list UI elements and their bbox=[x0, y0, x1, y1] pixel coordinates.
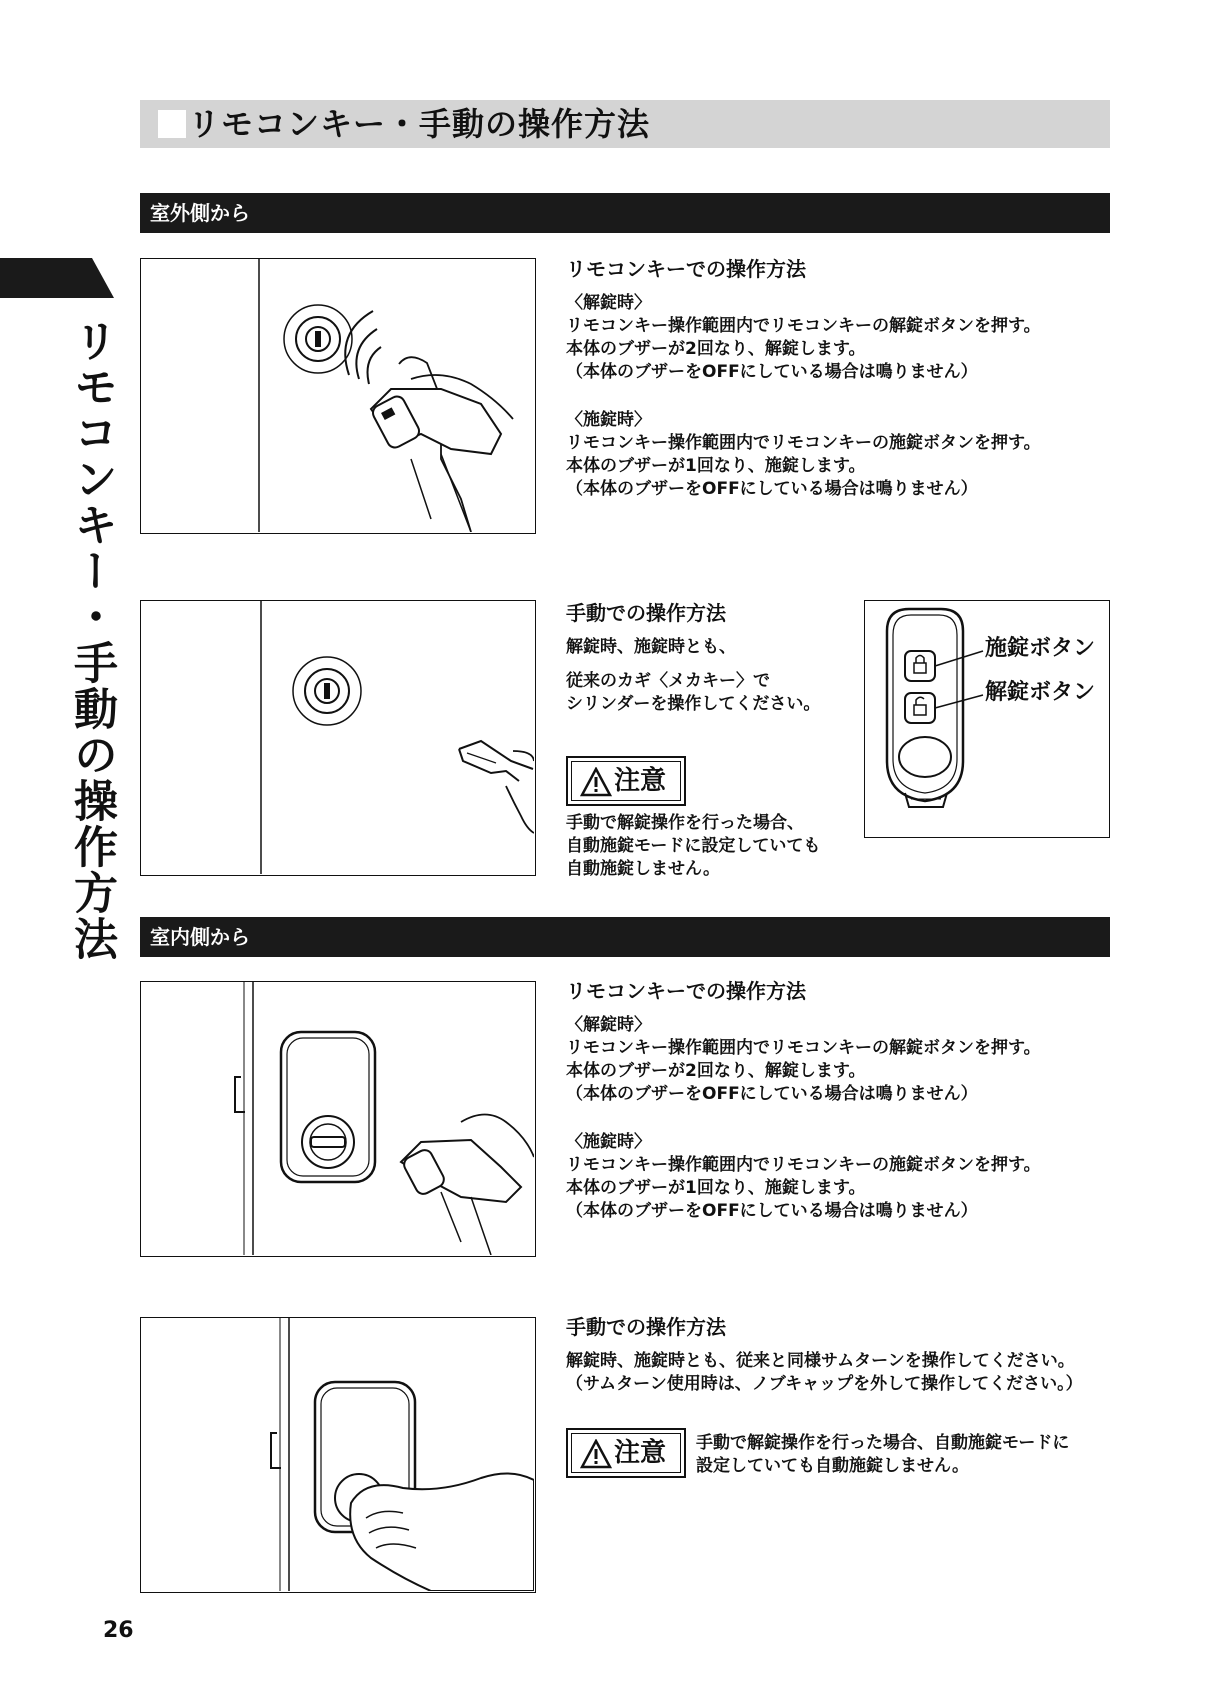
indoor-remote-heading: リモコンキーでの操作方法 bbox=[566, 979, 806, 1003]
caution-line: 自動施錠モードに設定していても bbox=[566, 836, 821, 856]
lock-line: 本体のブザーが1回なり、施錠します。 bbox=[566, 1178, 866, 1198]
section-label: 室内側から bbox=[150, 925, 250, 949]
caution-line: 設定していても自動施錠しません。 bbox=[696, 1456, 970, 1476]
unlock-line: リモコンキー操作範囲内でリモコンキーの解錠ボタンを押す。 bbox=[566, 1038, 1041, 1058]
unlock-line: （本体のブザーをOFFにしている場合は鳴りません） bbox=[566, 1084, 978, 1104]
warning-triangle-icon bbox=[580, 767, 612, 797]
manual-line: 解錠時、施錠時とも、 bbox=[566, 637, 736, 657]
side-chapter-title: リモコンキー・手動の操作方法 bbox=[66, 318, 117, 962]
unlock-label: 〈解錠時〉 bbox=[566, 293, 651, 313]
lock-line: （本体のブザーをOFFにしている場合は鳴りません） bbox=[566, 479, 978, 499]
manual-line: シリンダーを操作してください。 bbox=[566, 694, 821, 714]
unlock-button-label: 解錠ボタン bbox=[985, 680, 1096, 705]
unlock-label: 〈解錠時〉 bbox=[566, 1015, 651, 1035]
manual-line: （サムターン使用時は、ノブキャップを外して操作してください。） bbox=[566, 1374, 1083, 1394]
outdoor-remote-heading: リモコンキーでの操作方法 bbox=[566, 257, 806, 281]
section-header-outdoor bbox=[140, 193, 1110, 233]
unlock-line: 本体のブザーが2回なり、解錠します。 bbox=[566, 339, 866, 359]
illustration-indoor-thumbturn bbox=[140, 1317, 536, 1593]
indoor-manual-heading: 手動での操作方法 bbox=[566, 1315, 726, 1339]
outdoor-manual-heading: 手動での操作方法 bbox=[566, 601, 726, 625]
lock-label: 〈施錠時〉 bbox=[566, 1132, 651, 1152]
illustration-outdoor-key bbox=[140, 600, 536, 876]
illustration-indoor-remote bbox=[140, 981, 536, 1257]
caution-badge bbox=[566, 756, 686, 806]
caution-line: 自動施錠しません。 bbox=[566, 859, 721, 879]
section-label: 室外側から bbox=[150, 201, 250, 225]
page-number: 26 bbox=[103, 1618, 134, 1643]
lock-button-label: 施錠ボタン bbox=[985, 636, 1096, 661]
page-title: リモコンキー・手動の操作方法 bbox=[188, 105, 651, 143]
lock-line: リモコンキー操作範囲内でリモコンキーの施錠ボタンを押す。 bbox=[566, 433, 1041, 453]
caution-label: 注意 bbox=[614, 1438, 667, 1468]
warning-triangle-icon bbox=[580, 1439, 612, 1469]
remote-fob-diagram bbox=[864, 600, 1110, 838]
caution-badge bbox=[566, 1428, 686, 1478]
title-square-marker bbox=[158, 110, 186, 138]
manual-line: 解錠時、施錠時とも、従来と同様サムターンを操作してください。 bbox=[566, 1351, 1075, 1371]
caution-label: 注意 bbox=[614, 766, 667, 796]
caution-line: 手動で解錠操作を行った場合、 bbox=[566, 813, 804, 833]
lock-label: 〈施錠時〉 bbox=[566, 410, 651, 430]
lock-line: 本体のブザーが1回なり、施錠します。 bbox=[566, 456, 866, 476]
unlock-line: 本体のブザーが2回なり、解錠します。 bbox=[566, 1061, 866, 1081]
side-tab-marker bbox=[0, 258, 114, 298]
section-header-indoor bbox=[140, 917, 1110, 957]
manual-line: 従来のカギ〈メカキー〉で bbox=[566, 671, 770, 691]
illustration-outdoor-remote bbox=[140, 258, 536, 534]
unlock-line: リモコンキー操作範囲内でリモコンキーの解錠ボタンを押す。 bbox=[566, 316, 1041, 336]
caution-line: 手動で解錠操作を行った場合、自動施錠モードに bbox=[696, 1433, 1070, 1453]
lock-line: リモコンキー操作範囲内でリモコンキーの施錠ボタンを押す。 bbox=[566, 1155, 1041, 1175]
lock-line: （本体のブザーをOFFにしている場合は鳴りません） bbox=[566, 1201, 978, 1221]
unlock-line: （本体のブザーをOFFにしている場合は鳴りません） bbox=[566, 362, 978, 382]
page-title-bar bbox=[140, 100, 1110, 148]
